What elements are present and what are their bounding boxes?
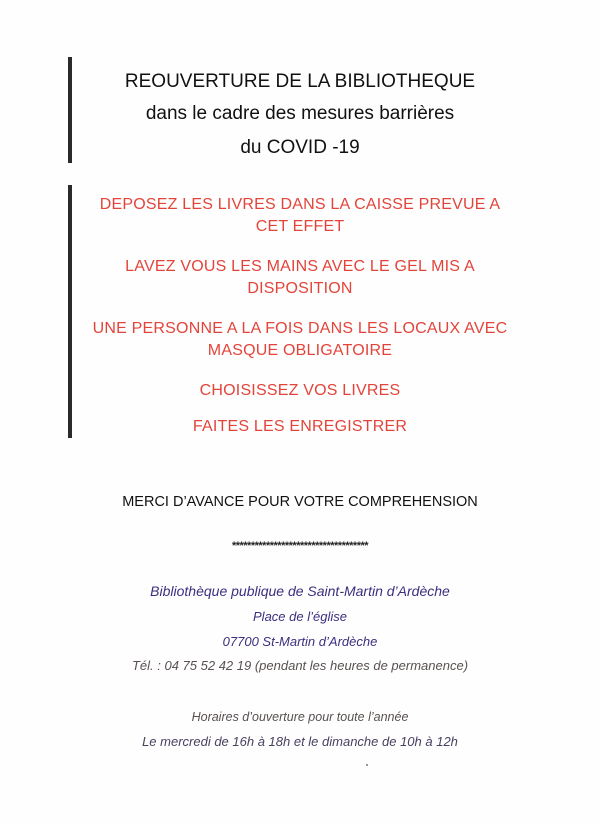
rule-deposit-books: DEPOSEZ LES LIVRES DANS LA CAISSE PREVUE A CET EFFET (99, 196, 501, 235)
separator-stars: ************************************ (231, 540, 369, 552)
opening-hours: Le mercredi de 16h à 18h et le dimanche de 10h à 12h (142, 734, 458, 749)
rule-register-books: FAITES LES ENREGISTRER (192, 418, 408, 435)
rule-one-person-mask: UNE PERSONNE A LA FOIS DANS LES LOCAUX AVEC MASQUE OBLIGATOIRE (92, 320, 508, 359)
title-line-2: dans le cadre des mesures barrières (145, 103, 455, 124)
library-name: Bibliothèque publique de Saint-Martin d’Ardèche (150, 583, 450, 599)
scan-speck (366, 764, 368, 766)
library-city: 07700 St-Martin d’Ardèche (222, 634, 378, 649)
library-place: Place de l’église (253, 609, 347, 624)
rule-wash-hands: LAVEZ VOUS LES MAINS AVEC LE GEL MIS A DISPOSITION (125, 258, 475, 297)
title-line-3: du COVID -19 (240, 137, 360, 158)
opening-hours-title: Horaires d’ouverture pour toute l’année (191, 710, 409, 724)
thanks-message: MERCI D’AVANCE POUR VOTRE COMPREHENSION (122, 494, 478, 510)
library-phone: Tél. : 04 75 52 42 19 (pendant les heures de permanence) (131, 658, 469, 673)
rule-choose-books: CHOISISSEZ VOS LIVRES (199, 382, 401, 399)
title-line-1: REOUVERTURE DE LA BIBLIOTHEQUE (124, 71, 476, 92)
